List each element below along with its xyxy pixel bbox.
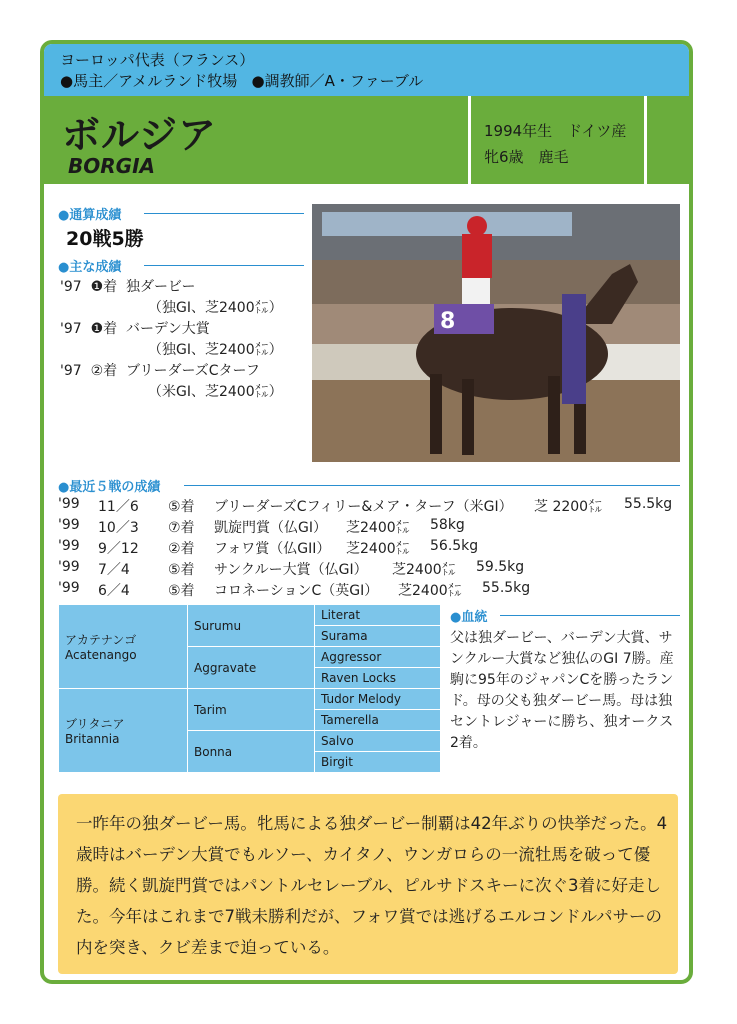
sire-cell: アカテナンゴ Acatenango bbox=[59, 605, 188, 689]
region-header bbox=[44, 44, 689, 96]
recent-heading: ●最近５戦の成績 bbox=[58, 480, 161, 495]
name-band bbox=[44, 96, 689, 184]
sex-age-color: 牝6歳 鹿毛 bbox=[484, 148, 569, 166]
pedigree-cell: Aggravate bbox=[188, 647, 315, 689]
pedigree-cell: Bonna bbox=[188, 731, 315, 773]
list-item: '97 ❶着 バーデン大賞 bbox=[60, 321, 210, 337]
pedigree-cell: Tudor Melody bbox=[315, 689, 441, 710]
birth-info: 1994年生 ドイツ産 bbox=[484, 122, 627, 140]
owner-trainer-line bbox=[60, 70, 423, 91]
list-item: '97 ②着 ブリーダーズCターフ bbox=[60, 363, 260, 379]
horse-name-jp: ボルジア bbox=[62, 113, 218, 157]
pedigree-cell: Literat bbox=[315, 605, 441, 626]
record-heading: ●通算成績 bbox=[58, 208, 122, 223]
horse-photo bbox=[312, 204, 680, 462]
bloodline-text: 父は独ダービー、バーデン大賞、サンクルー大賞など独仏のGI 7勝。産駒に95年のジャパンCを勝ったランド。母の父も独ダービー馬。母は独セントレジャーに勝ち、独オークス2着。 bbox=[450, 630, 674, 751]
horse-photo-icon bbox=[312, 204, 680, 462]
pedigree-cell: Aggressor bbox=[315, 647, 441, 668]
pedigree-cell: Birgit bbox=[315, 752, 441, 773]
list-item-detail: （独GI、芝2400㍍） bbox=[148, 342, 283, 358]
divider bbox=[468, 96, 471, 184]
dam-cell: ブリタニア Britannia bbox=[59, 689, 188, 773]
list-item-detail: （独GI、芝2400㍍） bbox=[148, 300, 283, 316]
divider bbox=[144, 265, 304, 266]
divider bbox=[184, 485, 680, 486]
pedigree-cell: Surumu bbox=[188, 605, 315, 647]
saddle-number: 8 bbox=[440, 309, 456, 334]
region-label: ヨーロッパ代表（フランス） bbox=[60, 51, 255, 69]
pedigree-table bbox=[58, 604, 441, 773]
divider bbox=[644, 96, 647, 184]
owner-label: ●馬主／アメルランド牧場 bbox=[60, 72, 238, 90]
list-item-detail: （米GI、芝2400㍍） bbox=[148, 384, 283, 400]
divider bbox=[500, 615, 680, 616]
pedigree-cell: Salvo bbox=[315, 731, 441, 752]
pedigree-cell: Raven Locks bbox=[315, 668, 441, 689]
trainer-label: ●調教師／A・ファーブル bbox=[251, 72, 424, 90]
horse-name-en: BORGIA bbox=[68, 154, 155, 178]
horse-profile-card: ヨーロッパ代表（フランス） ●馬主／アメルランド牧場 ●調教師／A・ファーブル ボルジア BORGIA 1994年生 ドイツ産 牝6歳 鹿毛 ●通算成績 20戦5勝 ●主な成績 '97 ❶着 独ダービー （独GI、芝2400㍍） '97 ❶着 バーデン大賞 （独GI、芝2400㍍） '97 ②着 ブリーダーズCターフ （米GI、芝2400㍍） 8 ●最近５戦の成績 '99 11／6 ⑤着 ブリーダーズCフィリー&メア・ターフ（米GI） 芝 2200㍍ 55.5kg '99 10／3 ⑦着 凱旋門賞（仏GI） 芝2400㍍ 58kg '99 9／12 ②着 フォワ賞（仏GII） 芝2400㍍ 56.5kg '99 7／4 ⑤着 サンクルー大賞（仏GI） 芝2400㍍ 59.5kg '99 6／4 ⑤着 コロネーションC（英GI） 芝2400㍍ 55.5kg アカテナンゴ Acatenango Surumu Literat Surama Aggravate Aggressor Raven Locks ブリタニア Britannia Tarim Tudor Melody Tamerella Bonna Salvo Birgit ●血統 父は独ダービー、バーデン大賞、サンクルー大賞など独仏のGI 7勝。産駒に95年のジャパンCを勝ったランド。母の父も独ダービー馬。母は独セントレジャーに勝ち、独オークス2着。 一昨年の独ダービー馬。牝馬による独ダービー制覇は42年ぶりの快挙だった。4歳時はバーデン大賞でもルソー、カイタノ、ウンガロらの一流牡馬を破って優勝。続く凱旋門賞ではパントルセレーブル、ピルサドスキーに次ぐ3着に好走した。今年はこれまで7戦未勝利だが、フォワ賞では逃げるエルコンドルパサーの内を突き、クビ差まで迫っている。 bbox=[40, 40, 693, 984]
record-value: 20戦5勝 bbox=[66, 228, 144, 250]
pedigree-cell: Tamerella bbox=[315, 710, 441, 731]
divider bbox=[144, 213, 304, 214]
list-item: '97 ❶着 独ダービー bbox=[60, 279, 196, 295]
comment-text: 一昨年の独ダービー馬。牝馬による独ダービー制覇は42年ぶりの快挙だった。4歳時はバーデン大賞でもルソー、カイタノ、ウンガロらの一流牡馬を破って優勝。続く凱旋門賞ではパントルセレーブル、ピルサドスキーに次ぐ3着に好走した。今年はこれまで7戦未勝利だが、フォワ賞では逃げるエルコンドルパサーの内を突き、クビ差まで迫っている。 bbox=[76, 814, 668, 957]
pedigree-cell: Tarim bbox=[188, 689, 315, 731]
bloodline-heading: ●血統 bbox=[450, 610, 488, 625]
pedigree-cell: Surama bbox=[315, 626, 441, 647]
major-wins-heading: ●主な成績 bbox=[58, 260, 122, 275]
comment-box bbox=[58, 794, 678, 974]
